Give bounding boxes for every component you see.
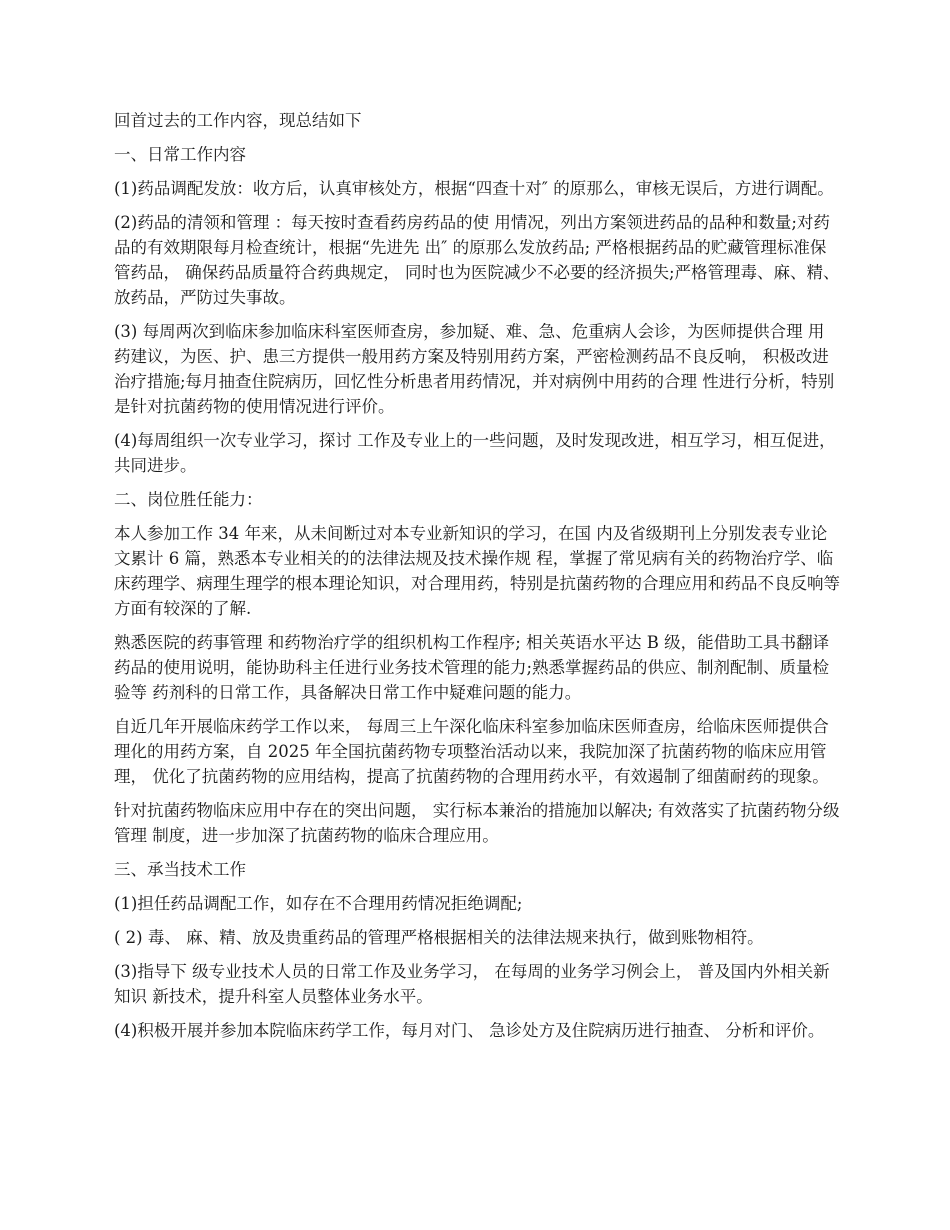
paragraph-weekly-study: (4)每周组织一次专业学习，探讨 工作及专业上的一些问题，及时发现改进，相互学习，相互促进，共同进步。	[114, 431, 836, 475]
paragraph-dispensing-duty: (1)担任药品调配工作，如存在不合理用药情况拒绝调配;	[114, 894, 523, 913]
paragraph-dispensing: (1)药品调配发放：收方后，认真审核处方，根据“四查十对″ 的原那么，审核无误后，方进行调配。	[114, 179, 834, 198]
intro-paragraph: 回首过去的工作内容，现总结如下	[114, 111, 362, 130]
paragraph-controlled-drugs: ( 2) 毒、 麻、精、放及贵重药品的管理严格根据相关的法律法规来执行，做到账物相符。	[114, 928, 764, 947]
paragraph-antibacterial-issues: 针对抗菌药物临床应用中存在的突出问题， 实行标本兼治的措施加以解决; 有效落实了抗菌药物分级管理 制度，进一步加深了抗菌药物的临床合理应用。	[114, 801, 840, 845]
section-heading-technical-work: 三、承当技术工作	[114, 860, 246, 879]
section-heading-daily-work: 一、日常工作内容	[114, 145, 246, 164]
paragraph-pharmacy-affairs: 熟悉医院的药事管理 和药物治疗学的组织机构工作程序; 相关英语水平达 B 级，能借助工具书翻译药品的使用说明，能协助科主任进行业务技术管理的能力;熟悉掌握药品的供应、制剂配制、质量检验等 药剂科的日常工作，具备解决日常工作中疑难问题的能力。	[114, 633, 830, 702]
paragraph-guidance: (3)指导下 级专业技术人员的日常工作及业务学习， 在每周的业务学习例会上， 普及国内外相关新知识 新技术，提升科室人员整体业务水平。	[114, 962, 830, 1006]
section-heading-competence: 二、岗位胜任能力：	[114, 490, 263, 509]
paragraph-drug-management: (2)药品的清领和管理 ：每天按时查看药房药品的使 用情况，列出方案领进药品的品种和数量;对药品的有效期限每月检查统计，根据“先进先 出″ 的原那么发放药品; 严格根据药品的贮藏管理标准保管药品， 确保药品质量符合药典规定， 同时也为医院减少不必要的经济损失;严格管理毒、麻、精、放药品，严防过失事故。	[114, 213, 840, 307]
paragraph-clinical-pharmacy: 自近几年开展临床药学工作以来， 每周三上午深化临床科室参加临床医师查房，给临床医师提供合理化的用药方案，自 2025 年全国抗菌药物专项整治活动以来，我院加深了抗菌药物的临床应用管理， 优化了抗菌药物的应用结构，提高了抗菌药物的合理用药水平，有效遏制了细菌耐药的现象。	[114, 717, 829, 786]
document-body	[114, 108, 840, 1052]
paragraph-audit: (4)积极开展并参加本院临床药学工作，每月对门、 急诊处方及住院病历进行抽查、 分析和评价。	[114, 1021, 825, 1040]
paragraph-ward-rounds: (3) 每周两次到临床参加临床科室医师查房，参加疑、难、急、危重病人会诊，为医师提供合理 用药建议，为医、护、患三方提供一般用药方案及特别用药方案，严密检测药品不良反响， 积极改进治疗措施;每月抽查住院病历，回忆性分析患者用药情况，并对病例中用药的合理 性进行分析，特别是针对抗菌药物的使用情况进行评价。	[114, 322, 835, 416]
paragraph-experience: 本人参加工作 34 年来，从未间断过对本专业新知识的学习，在国 内及省级期刊上分别发表专业论文累计 6 篇，熟悉本专业相关的的法律法规及技术操作规 程，掌握了常见病有关的药物治疗学、临床药理学、病理生理学的根本理论知识，对合理用药，特别是抗菌药物的合理应用和药品不良反响等方面有较深的了解.	[114, 524, 840, 618]
